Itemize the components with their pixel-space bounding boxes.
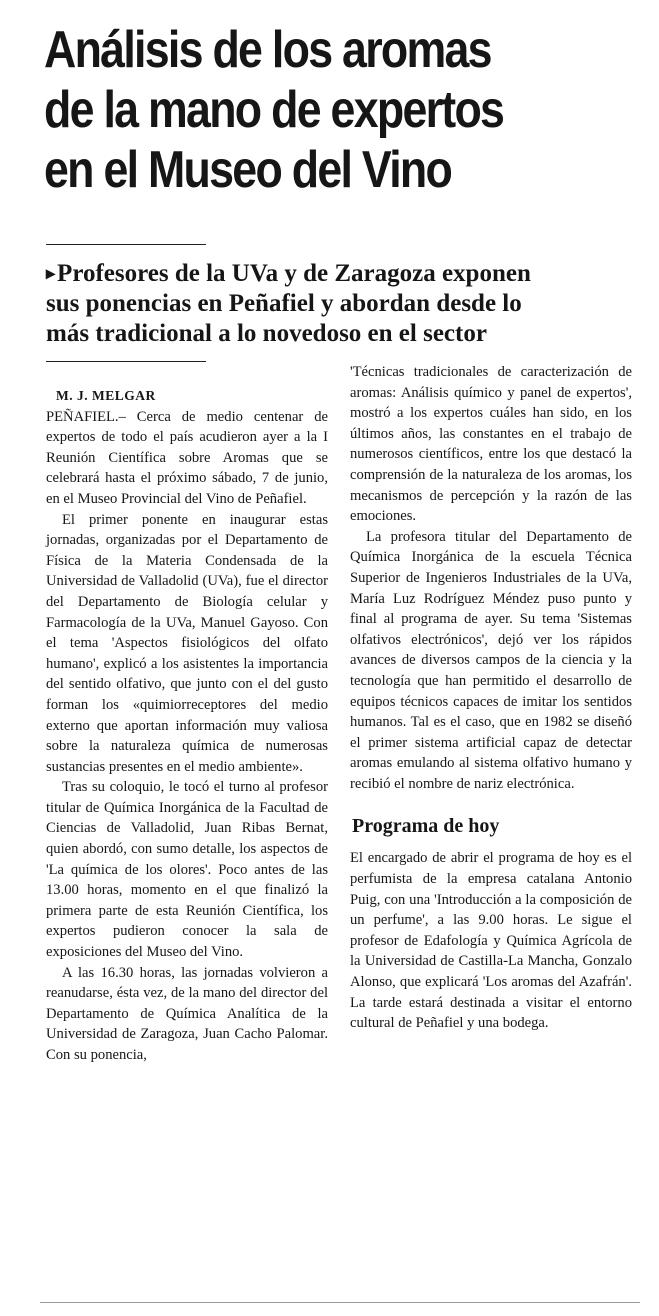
- headline-line-2: de la mano de expertos: [44, 81, 504, 139]
- column2-paragraph-3: El encargado de abrir el programa de hoy es el perfumista de la empresa catalana Antonio Puig, con una 'Introducción a la composición de un perfume', a las 9.00 horas. Le sigue el profesor de Edafología y Química Agrícola de la Universidad de Castilla-La Mancha, Gonzalo Alonso, que explicará 'Los aromas del Azafrán'. La tarde estará destinada a visitar el entorno cultural de Peñafiel y una bodega.: [350, 850, 632, 1032]
- article-column-2: [350, 362, 632, 1034]
- subhead-top-rule: [46, 244, 206, 245]
- section-title-programa: Programa de hoy: [352, 815, 500, 838]
- subhead-line-2: sus ponencias en Peñafiel y abordan desde lo: [46, 290, 522, 317]
- headline-line-3: en el Museo del Vino: [44, 141, 452, 199]
- column1-paragraph-2: El primer ponente en inaugurar estas jornadas, organizadas por el Departamento de Física de la Materia Condensada de la Universidad de Valladolid (UVa), fue el director del Departamento de Biología celular y Farmacología de la UVa, Manuel Gayoso. Con el tema 'Aspectos fisiológicos del olfato humano', explicó a los asistentes la importancia del sentido olfativo, que junto con el del gusto forman los «quimiorreceptores del medio externo que aportan información muy valiosa sobre la naturaleza química de numerosas sustancias presentes en el medio ambiente».: [46, 511, 328, 775]
- article-column-1: [46, 386, 328, 1066]
- column1-paragraph-4: A las 16.30 horas, las jornadas volvieron a reanudarse, ésta vez, de la mano del director del Departamento de Química Analítica de la Universidad de Zaragoza, Juan Cacho Palomar. Con su ponencia,: [46, 964, 328, 1063]
- subhead: [46, 258, 626, 349]
- column1-paragraph-3: Tras su coloquio, le tocó el turno al profesor titular de Química Inorgánica de la Facultad de Ciencias de Valladolid, Juan Ribas Bernat, quien abordó, con sumo detalle, los aspectos de 'La química de los olores'. Poco antes de las 13.00 horas, momento en el que finalizó la primera parte de esta Reunión Científica, los expertos pudieron conocer la sala de exposiciones del Museo del Vino.: [46, 779, 328, 961]
- subhead-line-1-text: Profesores de la UVa y de Zaragoza exponen: [57, 260, 531, 287]
- headline: [44, 20, 560, 200]
- column2-paragraph-1: 'Técnicas tradicionales de caracterización de aromas: Análisis químico y panel de expertos', mostró a los expertos cuáles han sido, en los últimos años, las constantes en el trabajo de numerosos científicos, entre los que destacó la comprensión de la naturaleza de los aromas, los mecanismos de percepción y la razón de las emociones.: [350, 364, 632, 525]
- byline: M. J. MELGAR: [56, 388, 156, 403]
- subhead-line-3: más tradicional a lo novedoso en el sector: [46, 320, 487, 347]
- column1-paragraph-1: PEÑAFIEL.– Cerca de medio centenar de expertos de todo el país acudieron ayer a la I Reunión Científica sobre Aromas que se celebrará hasta el próximo sábado, 7 de junio, en el Museo Provincial del Vino de Peñafiel.: [46, 408, 328, 507]
- subhead-line-1: [46, 258, 626, 289]
- triangle-marker-icon: ▸: [46, 263, 56, 283]
- column2-paragraph-2: La profesora titular del Departamento de Química Inorgánica de la escuela Técnica Superior de Ingenieros Industriales de la UVa, María Luz Rodríguez Méndez puso punto y final al programa de ayer. Su tema 'Sistemas olfativos electrónicos', dejó ver los rápidos avances de diversos campos de la ciencia y la tecnología que han permitido el desarrollo de equipos técnicos capaces de imitar los sentidos humanos. Tal es el caso, que en 1982 se diseñó el primer sistema artificial capaz de detectar aromas emulando al sistema olfativo humano y recibió el nombre de nariz electrónica.: [350, 528, 632, 792]
- headline-line-1: Análisis de los aromas: [44, 21, 491, 79]
- subhead-bottom-rule: [46, 361, 206, 362]
- bottom-rule: [40, 1302, 640, 1303]
